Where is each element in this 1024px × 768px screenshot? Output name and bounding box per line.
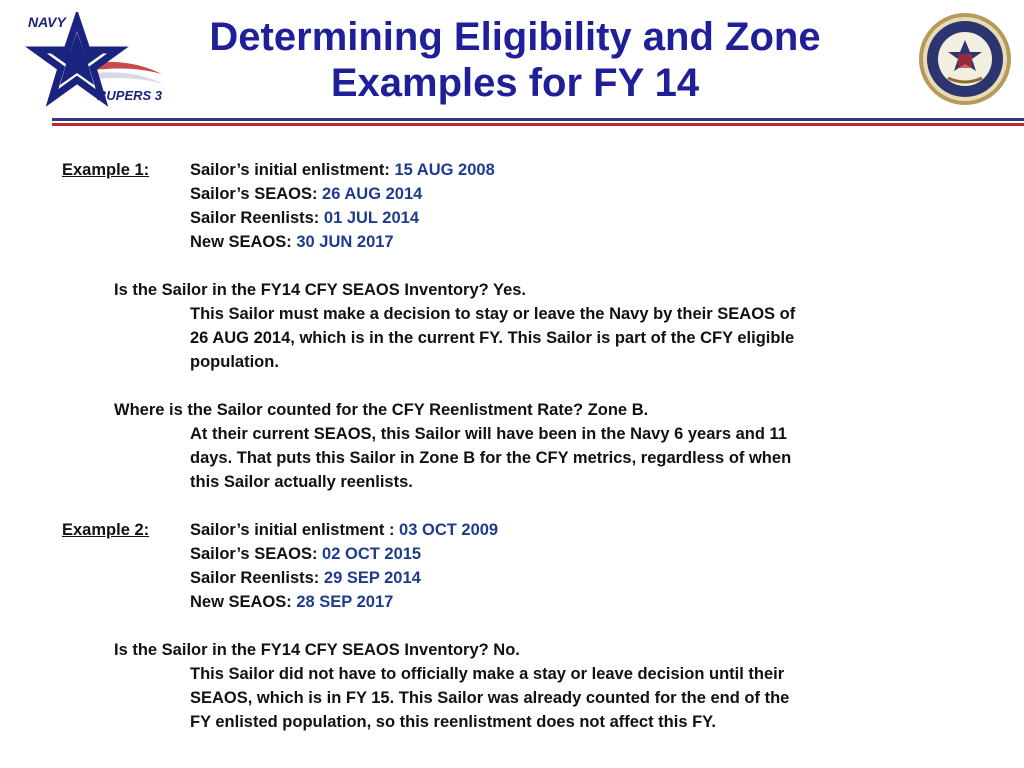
example-2-answer-1-line-3: FY enlisted population, so this reenlistment does not affect this FY. (190, 713, 716, 731)
example-1-answer-2-line-3: this Sailor actually reenlists. (190, 473, 413, 491)
example-1-answer-2-line-2: days. That puts this Sailor in Zone B for the CFY metrics, regardless of when (190, 449, 792, 467)
title-line-1: Determining Eligibility and Zone (209, 15, 821, 59)
date-value: 29 SEP 2014 (323, 569, 421, 587)
date-value: 03 OCT 2009 (399, 521, 499, 539)
date-value: 15 AUG 2008 (394, 161, 495, 179)
example-2-seaos: Sailor’s SEAOS: 02 OCT 2015 (190, 545, 422, 563)
example-2-new-seaos: New SEAOS: 28 SEP 2017 (190, 593, 394, 611)
example-2-question-1: Is the Sailor in the FY14 CFY SEAOS Inventory? No. (114, 641, 520, 659)
example-1-question-2: Where is the Sailor counted for the CFY Reenlistment Rate? Zone B. (114, 401, 649, 419)
navy-seal-icon (918, 12, 1012, 106)
logo-bupers-text: BUPERS 3 (97, 88, 163, 103)
date-value: 02 OCT 2015 (322, 545, 422, 563)
example-1-answer-2-line-1: At their current SEAOS, this Sailor will have been in the Navy 6 years and 11 (190, 425, 787, 443)
navy-seal (918, 12, 1012, 106)
date-value: 01 JUL 2014 (323, 209, 419, 227)
example-2-label: Example 2: (62, 521, 150, 539)
header-rule-red (52, 123, 1024, 126)
example-1-answer-1-line-1: This Sailor must make a decision to stay or leave the Navy by their SEAOS of (190, 305, 796, 323)
example-1-label: Example 1: (62, 161, 150, 179)
example-1-answer-1-line-2: 26 AUG 2014, which is in the current FY. This Sailor is part of the CFY eligible (190, 329, 795, 347)
example-1-seaos: Sailor’s SEAOS: 26 AUG 2014 (190, 185, 423, 203)
example-2-answer-1-line-2: SEAOS, which is in FY 15. This Sailor was already counted for the end of the (190, 689, 790, 707)
date-value: 28 SEP 2017 (296, 593, 394, 611)
example-1-reenlists: Sailor Reenlists: 01 JUL 2014 (190, 209, 419, 227)
example-2-reenlists: Sailor Reenlists: 29 SEP 2014 (190, 569, 421, 587)
example-2-initial-enlistment: Sailor’s initial enlistment : 03 OCT 2009 (190, 521, 499, 539)
example-1-question-1: Is the Sailor in the FY14 CFY SEAOS Inventory? Yes. (114, 281, 527, 299)
title-line-2: Examples for FY 14 (330, 61, 700, 105)
example-1-initial-enlistment: Sailor’s initial enlistment: 15 AUG 2008 (190, 161, 495, 179)
page-title (130, 14, 900, 106)
date-value: 26 AUG 2014 (322, 185, 423, 203)
example-1-new-seaos: New SEAOS: 30 JUN 2017 (190, 233, 394, 251)
example-1-answer-1-line-3: population. (190, 353, 279, 371)
logo-navy-text: NAVY (28, 14, 66, 30)
date-value: 30 JUN 2017 (296, 233, 394, 251)
header-rule-blue (52, 118, 1024, 121)
example-2-answer-1-line-1: This Sailor did not have to officially make a stay or leave decision until their (190, 665, 785, 683)
